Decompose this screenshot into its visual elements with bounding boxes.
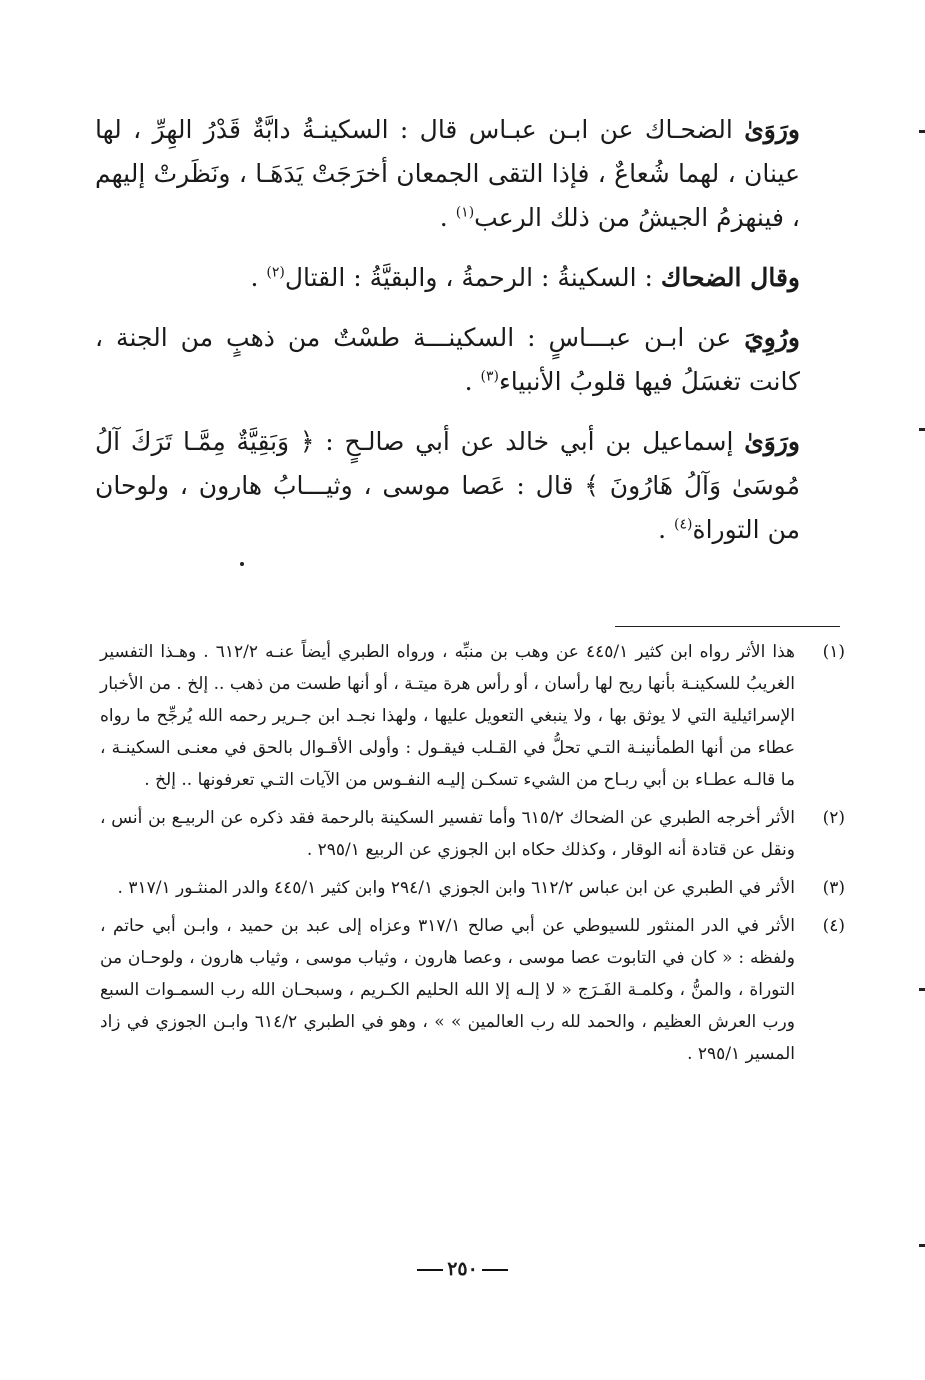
paragraph-lead: وقال الضحاك xyxy=(660,263,800,292)
paragraph-lead: ورَوَىٰ xyxy=(744,115,800,144)
paragraph-lead: ورَوَىٰ xyxy=(744,427,800,456)
footnote-text: الأثر أخرجه الطبري عن الضحاك ٦١٥/٢ وأما تفسير السكينة بالرحمة فقد ذكره عن الربيـع بن أنس ، ونقل عن قتادة أنه الوقار ، وكذلك حكاه ابن الجوزي عن الربيع ٢٩٥/١ . xyxy=(100,808,796,860)
page-number xyxy=(0,1258,925,1280)
main-paragraph-3 xyxy=(95,316,800,404)
footnote-number: (٤) xyxy=(822,916,845,936)
paragraph-tail: . xyxy=(439,203,456,232)
footnote-number: (٣) xyxy=(822,878,845,898)
page-number-dash-left xyxy=(482,1269,508,1271)
footnote-ref[interactable]: (٤) xyxy=(674,516,693,533)
scan-edge-mark xyxy=(919,1244,925,1247)
footnote-ref[interactable]: (١) xyxy=(455,204,475,221)
main-paragraph-2 xyxy=(95,256,800,300)
main-paragraph-1 xyxy=(95,108,800,240)
paragraph-text: الضحـاك عن ابـن عبـاس قال : السكينـةُ دابَّةٌ قَدْرُ الهِرِّ ، لها عينان ، لهما شُعاعٌ ، فإذا التقى الجمعان أخرَجَتْ يَدَهَـا ، ونَظَرتْ إليهم ، فينهزمُ الجيشُ من ذلك الرعب xyxy=(95,115,800,232)
footnote-text: الأثر في الدر المنثور للسيوطي عن أبي صالح ٣١٧/١ وعزاه إلى عبد بن حميد ، وابـن أبي حاتم ، ولفظه : « كان في التابوت عصا موسى ، وعصا هارون ، وثياب موسى ، وثياب هارون ، ولوحـان من التوراة ، والمنُّ ، وكلمـة الفَـرَج « لا إلـه إلا الله الحليم الكـريم ، وسبحـان الله رب السمـوات السبع ورب العرش العظيم ، والحمد لله رب العالمين » » ، وهو في الطبري ٦١٤/٢ وابـن الجوزي في زاد المسير ٢٩٥/١ . xyxy=(100,916,795,1064)
footnote-ref[interactable]: (٢) xyxy=(266,264,285,281)
footnote-ref[interactable]: (٣) xyxy=(480,368,499,385)
footnote-text: هذا الأثر رواه ابن كثير ٤٤٥/١ عن وهب بن منبِّه ، ورواه الطبري أيضاً عنـه ٦١٢/٢ . وهـذا التفسير الغريبُ للسكينـة بأنها ريح لها رأسان ، أو رأس هرة ميتـة ، أو أنها طست من ذهب .. إلخ . من الأخبار الإسرائيلية التي لا يوثق بها ، ولا ينبغي التعويل عليها ، ولهذا نجـد ابن جـرير رحمه الله يُرجِّح ما رواه عطاء من أنها الطمأنينـة التـي تحلُّ في القـلب فيقـول : وأولى الأقـوال بالحق في معنـى السكينـة ، ما قالـه عطـاء بن أبي ربـاح من الشيء تسكـن إليـه النفـوس من الآيات التـي تعرفونها .. إلخ . xyxy=(100,642,795,790)
footnote-separator-rule xyxy=(615,626,840,627)
paragraph-text: عن ابـن عبـــاسٍ : السكينـــة طسْتٌ من ذهبٍ من الجنة ، كانت تغسَلُ فيها قلوبُ الأنبياء xyxy=(95,323,800,396)
footnote-4 xyxy=(100,910,845,1070)
scan-edge-mark xyxy=(919,988,925,991)
scan-dot-mark xyxy=(240,562,244,566)
scan-edge-mark xyxy=(919,130,925,133)
footnote-number: (١) xyxy=(822,642,845,662)
scan-edge-mark xyxy=(919,428,925,431)
paragraph-text: إسماعيل بن أبي خالد عن أبي صالـحٍ : ﴿ وَبَقِيَّةٌ مِمَّـا تَرَكَ آلُ مُوسَىٰ وَآلُ هَارُونَ ﴾ قال : عَصا موسى ، وثيـــابُ هارون ، ولوحان من التوراة xyxy=(95,427,800,544)
main-text-block xyxy=(95,108,800,568)
footnote-2 xyxy=(100,802,845,866)
footnote-text: الأثر في الطبري عن ابن عباس ٦١٢/٢ وابن الجوزي ٢٩٤/١ وابن كثير ٤٤٥/١ والدر المنثـور ٣١٧/١ . xyxy=(117,878,795,898)
footnotes-block xyxy=(100,636,845,1076)
paragraph-lead: ورُوِيَ xyxy=(744,323,800,352)
page-number-dash-right xyxy=(417,1269,443,1271)
footnote-number: (٢) xyxy=(822,808,845,828)
paragraph-text: : السكينةُ : الرحمةُ ، والبقيَّةُ : القتال xyxy=(284,263,661,292)
paragraph-tail: . xyxy=(250,263,267,292)
footnote-1 xyxy=(100,636,845,796)
paragraph-tail: . xyxy=(464,367,481,396)
main-paragraph-4 xyxy=(95,420,800,552)
paragraph-tail: . xyxy=(658,515,675,544)
footnote-3 xyxy=(100,872,845,904)
page-number-text: ٢٥٠ xyxy=(447,1258,478,1280)
